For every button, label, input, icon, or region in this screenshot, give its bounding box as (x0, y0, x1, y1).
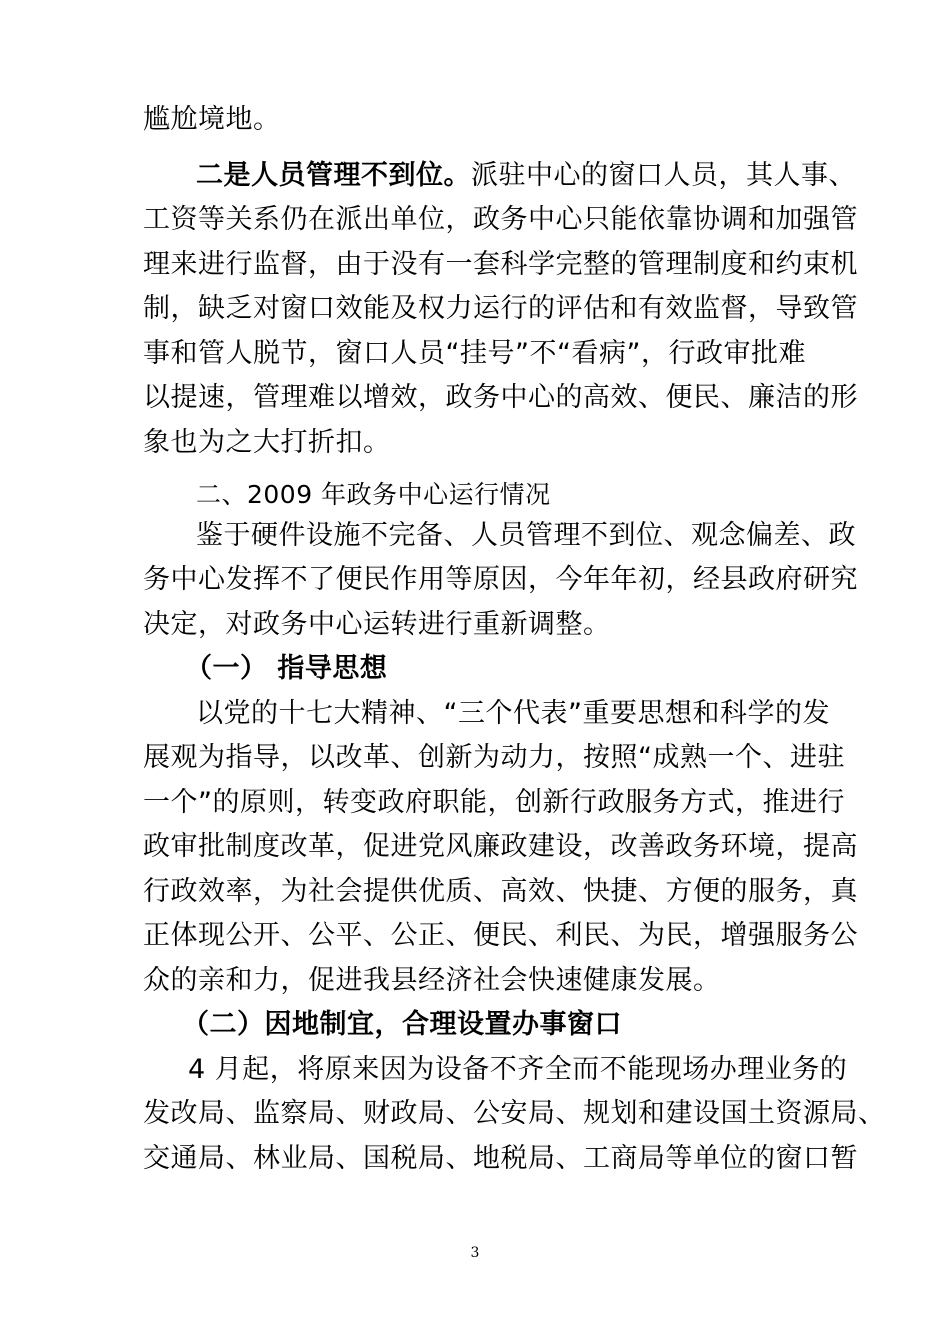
text-line: 行政效率，为社会提供优质、高效、快捷、方便的服务，真 (143, 876, 858, 907)
text-line: 发改局、监察局、财政局、公安局、规划和建设国土资源局、 (143, 1098, 886, 1129)
text-line: 制，缺乏对窗口效能及权力运行的评估和有效监督，导致管 (143, 293, 858, 324)
inline-text: 派驻中心的窗口人员，其人事、 (471, 160, 856, 191)
text-line: 正体现公开、公平、公正、便民、利民、为民，增强服务公 (143, 920, 858, 951)
text-line: 以党的十七大精神、“三个代表”重要思想和科学的发 (196, 698, 830, 729)
text-line: 政审批制度改革，促进党风廉政建设，改善政务环境，提高 (143, 831, 858, 862)
inline-heading: 二是人员管理不到位。 (196, 160, 471, 191)
section-heading: 二、2009 年政务中心运行情况 (196, 480, 551, 509)
text-line: 鉴于硬件设施不完备、人员管理不到位、观念偏差、政 (196, 520, 856, 551)
text-line: 象也为之大打折扣。 (143, 427, 391, 458)
page-number: 3 (470, 1245, 480, 1261)
text-line: 交通局、林业局、国税局、地税局、工商局等单位的窗口暂 (143, 1143, 858, 1174)
subsection-heading: （一） 指导思想 (185, 653, 388, 684)
text-line: 展观为指导，以改革、创新为动力，按照“成熟一个、进驻 (143, 742, 845, 773)
text-line: 决定，对政务中心运转进行重新调整。 (143, 609, 611, 640)
paragraph-first-line (196, 154, 856, 198)
text-line: 务中心发挥不了便民作用等原因，今年年初，经县政府研究 (143, 564, 858, 595)
text-line: 4 月起，将原来因为设备不齐全而不能现场办理业务的 (188, 1054, 848, 1085)
text-line: 众的亲和力，促进我县经济社会快速健康发展。 (143, 965, 721, 996)
text-line: 理来进行监督，由于没有一套科学完整的管理制度和约束机 (143, 249, 858, 280)
text-line: 事和管人脱节，窗口人员“挂号”不“看病”，行政审批难 (143, 338, 806, 369)
text-line: 一个”的原则，转变政府职能，创新行政服务方式，推进行 (143, 787, 845, 818)
subsection-heading: （二）因地制宜，合理设置办事窗口 (182, 1009, 622, 1040)
text-line: 工资等关系仍在派出单位，政务中心只能依靠协调和加强管 (143, 204, 858, 235)
text-line: 以提速，管理难以增效，政务中心的高效、便民、廉洁的形 (143, 382, 858, 413)
text-line: 尴尬境地。 (143, 104, 281, 135)
